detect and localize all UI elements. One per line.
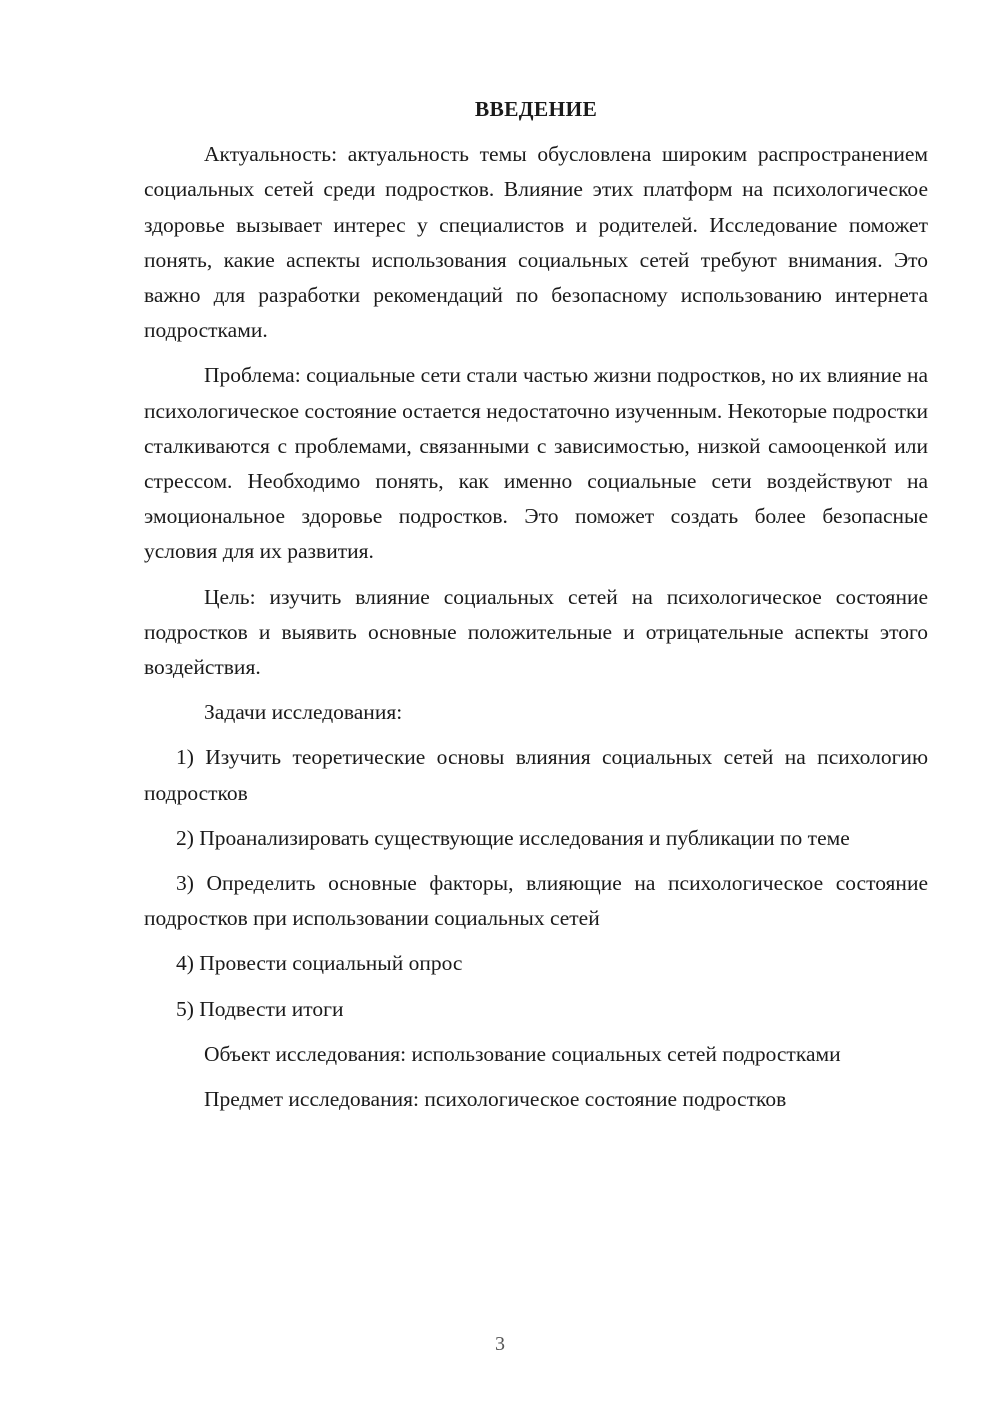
object-paragraph: Объект исследования: использование социальных сетей подростками [204,1041,841,1066]
problem-paragraph: Проблема: социальные сети стали частью жизни подростков, но их влияние на психологическое состояние остается недостаточно изученным. Некоторые подростки сталкиваются с проблемами, связанными с зависимостью, низкой самооценкой или стрессом. Необходимо понять, как именно социальные сети воздействуют на эмоциональное здоровье подростков. Это поможет создать более безопасные условия для их развития. [144,363,928,564]
task-item: 5) Подвести итоги [176,996,344,1021]
task-item: 3) Определить основные факторы, влияющие на психологическое состояние подростков при использовании социальных сетей [144,871,928,931]
task-item: 1) Изучить теоретические основы влияния социальных сетей на психологию подростков [144,745,928,805]
task-item: 4) Провести социальный опрос [176,951,463,976]
page-number: 3 [495,1333,505,1355]
subject-paragraph: Предмет исследования: психологическое состояние подростков [204,1087,787,1112]
relevance-paragraph: Актуальность: актуальность темы обусловлена широким распространением социальных сетей среди подростков. Влияние этих платформ на психологическое здоровье вызывает интерес у специалистов и родителей. Исследование поможет понять, какие аспекты использования социальных сетей требуют внимания. Это важно для разработки рекомендаций по безопасному использованию интернета подростками. [144,142,928,343]
document-page [144,92,928,1127]
goal-paragraph: Цель: изучить влияние социальных сетей на психологическое состояние подростков и выявить основные положительные и отрицательные аспекты этого воздействия. [144,584,928,680]
tasks-heading: Задачи исследования: [204,700,403,725]
task-item: 2) Проанализировать существующие исследования и публикации по теме [176,825,850,850]
page-title: ВВЕДЕНИЕ [474,97,598,121]
